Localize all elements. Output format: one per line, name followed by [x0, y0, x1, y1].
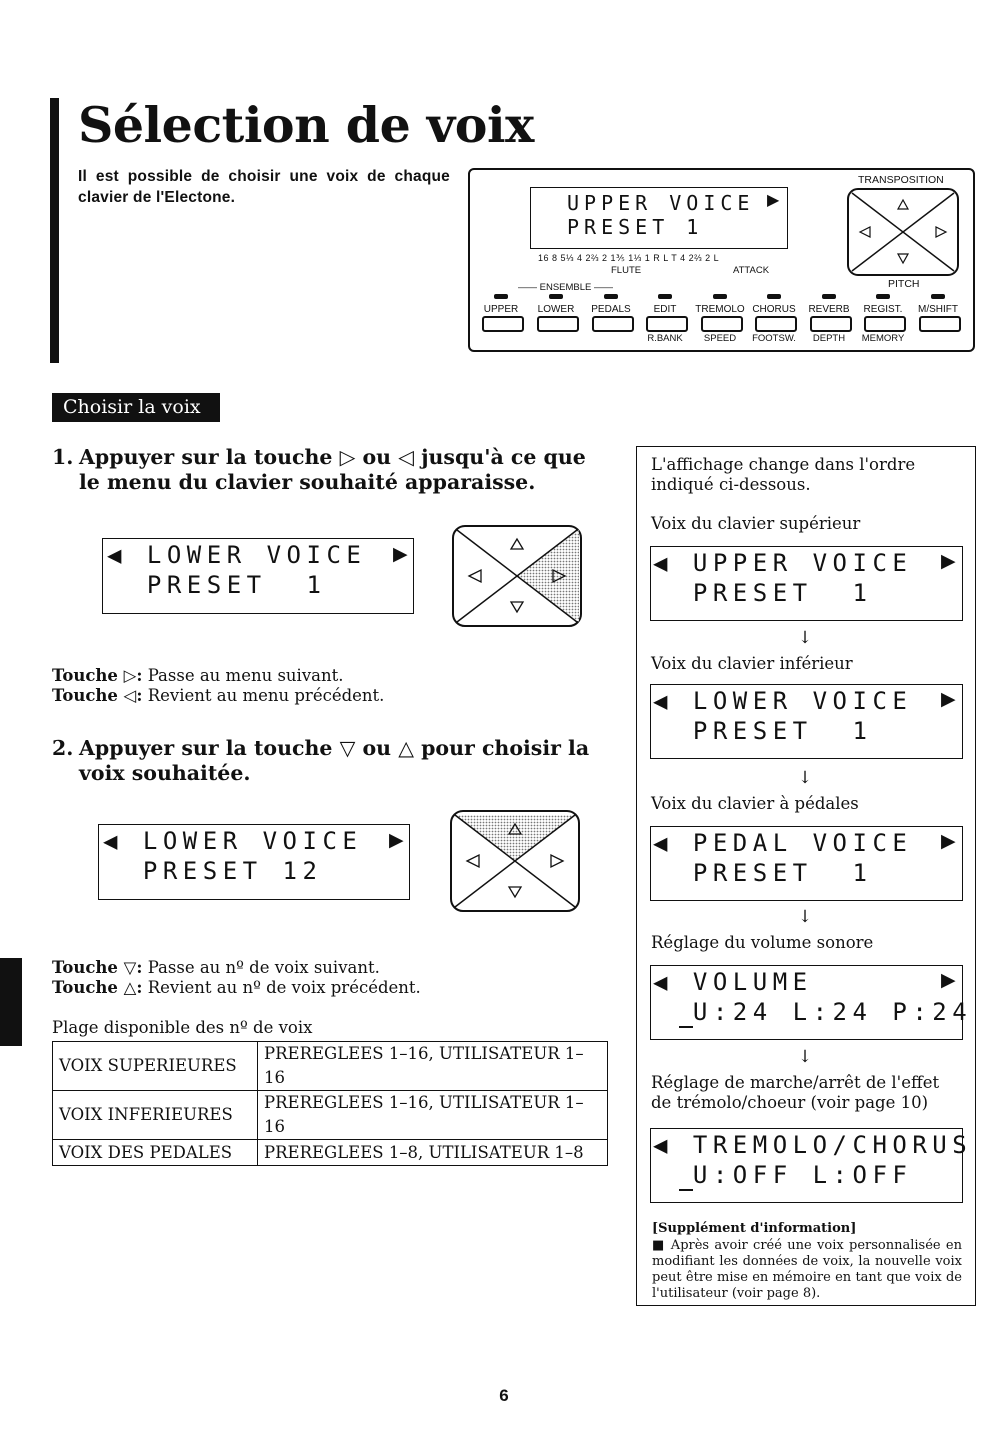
- sidebar-caption-pedal: Voix du clavier à pédales: [651, 794, 859, 813]
- lower-button[interactable]: [537, 316, 579, 332]
- step1-nav-pad[interactable]: [451, 524, 583, 628]
- table-cell: PREREGLEES 1–16, UTILISATEUR 1–16: [258, 1042, 608, 1091]
- step1-note-prev: [52, 686, 384, 706]
- sidebar-intro: L'affichage change dans l'ordre indiqué ci-dessous.: [651, 455, 916, 494]
- title-accent-bar: [50, 98, 59, 363]
- sidebar-lcd-tremolo: [650, 1128, 973, 1203]
- supplement-title: [Supplément d'information]: [652, 1221, 857, 1236]
- step2-note-next-text: Passe au nº de voix suivant.: [142, 958, 380, 977]
- step1-lcd-next-arrow: ▶: [393, 543, 408, 565]
- sidebar-caption-lower: Voix du clavier inférieur: [651, 654, 853, 673]
- sidebar-lcd-next-arrow: ▶: [941, 688, 956, 710]
- chorus-button[interactable]: [755, 316, 797, 332]
- pedals-button-label: PEDALS: [591, 304, 631, 315]
- step2-number: 2.: [52, 736, 74, 760]
- sidebar-lcd-volume: [650, 965, 973, 1040]
- table-cell: VOIX DES PEDALES: [53, 1140, 258, 1166]
- step2-note-next-key: Touche ▽:: [52, 958, 143, 977]
- reverb-led: [822, 294, 836, 299]
- sidebar-lcd-line2: PRESET 1: [653, 859, 873, 887]
- sidebar-lcd-line1: ◀ UPPER VOICE: [653, 549, 913, 577]
- sidebar-lcd-line1: ◀ VOLUME: [653, 968, 813, 996]
- step2-lcd-line1: ◀ LOWER VOICE: [103, 827, 363, 855]
- sidebar-lcd-upper: [650, 546, 963, 621]
- step2-lcd-line2: PRESET 12: [103, 857, 323, 885]
- panel-lcd-line2: PRESET 1: [567, 215, 704, 239]
- sidebar-lcd-line2: PRESET 1: [653, 717, 873, 745]
- panel-lcd-display: [530, 187, 788, 249]
- step1-lcd-line2: PRESET 1: [107, 571, 327, 599]
- reverb-button[interactable]: [810, 316, 852, 332]
- step1-number: 1.: [52, 445, 74, 469]
- memory-label: MEMORY: [861, 333, 905, 344]
- table-cell: PREREGLEES 1–8, UTILISATEUR 1–8: [258, 1140, 608, 1166]
- panel-lcd-line1: UPPER VOICE: [567, 191, 755, 215]
- step2-note-next: [52, 958, 380, 978]
- tremolo-led: [713, 294, 727, 299]
- sidebar-lcd-line2: PRESET 1: [653, 579, 873, 607]
- table-row: [53, 1140, 608, 1166]
- regist-led: [876, 294, 890, 299]
- supplement-text: ■ Après avoir créé une voix personnalisée en modifiant les données de voix, la nouvelle voix peut être mise en mémoire en tant que voix de l'utilisateur (voir page 8).: [652, 1238, 962, 1301]
- step2-heading: [52, 736, 612, 786]
- table-row: [53, 1091, 608, 1140]
- speed-label: SPEED: [703, 333, 737, 344]
- sidebar-lcd-line2: U:OFF L:OFF: [653, 1161, 913, 1189]
- lower-led: [549, 294, 563, 299]
- section-badge: Choisir la voix: [52, 393, 220, 422]
- intro-text: Il est possible de choisir une voix de chaque clavier de l'Electone.: [78, 168, 450, 206]
- step2-note-prev-text: Revient au nº de voix précédent.: [142, 978, 421, 997]
- step2-nav-pad[interactable]: [449, 809, 581, 913]
- sidebar-lcd-next-arrow: ▶: [941, 969, 956, 991]
- cursor-underline: [679, 1026, 693, 1028]
- down-arrow-icon: ↓: [797, 1047, 813, 1067]
- table-cell: VOIX INFERIEURES: [53, 1091, 258, 1140]
- table-cell: VOIX SUPERIEURES: [53, 1042, 258, 1091]
- pedals-button[interactable]: [592, 316, 634, 332]
- step1-heading: [52, 445, 612, 495]
- step1-text: Appuyer sur la touche ▷ ou ◁ jusqu'à ce que le menu du clavier souhaité apparaisse.: [79, 445, 586, 494]
- regist-button[interactable]: [864, 316, 906, 332]
- cursor-underline: [679, 1189, 693, 1191]
- panel-lcd-next-arrow: ▶: [767, 190, 780, 209]
- down-arrow-icon: ↓: [797, 628, 813, 648]
- edit-led: [658, 294, 672, 299]
- upper-button-label: UPPER: [483, 304, 519, 315]
- tremolo-button[interactable]: [701, 316, 743, 332]
- step1-note-prev-key: Touche ◁:: [52, 686, 143, 705]
- table-cell: PREREGLEES 1–16, UTILISATEUR 1–16: [258, 1091, 608, 1140]
- sidebar-caption-volume: Réglage du volume sonore: [651, 933, 874, 952]
- voice-range-table: [52, 1041, 608, 1166]
- edit-button[interactable]: [646, 316, 688, 332]
- regist-button-label: REGIST.: [863, 304, 903, 315]
- sidebar-lcd-next-arrow: ▶: [941, 550, 956, 572]
- sidebar-caption-upper: Voix du clavier supérieur: [651, 514, 861, 533]
- sidebar-lcd-line1: ◀ LOWER VOICE: [653, 687, 913, 715]
- pitch-label: PITCH: [888, 278, 920, 290]
- mshift-led: [931, 294, 945, 299]
- step1-lcd: [102, 538, 414, 614]
- step1-lcd-line1: ◀ LOWER VOICE: [107, 541, 367, 569]
- chorus-button-label: CHORUS: [752, 304, 796, 315]
- reverb-button-label: REVERB: [808, 304, 850, 315]
- mshift-button[interactable]: [919, 316, 961, 332]
- sidebar-lcd-next-arrow: ▶: [941, 830, 956, 852]
- sidebar-caption-tremolo: Réglage de marche/arrêt de l'effet de trémolo/choeur (voir page 10): [651, 1073, 940, 1112]
- lower-button-label: LOWER: [537, 304, 575, 315]
- down-arrow-icon: ↓: [797, 768, 813, 788]
- footage-scale: 16 8 5⅓ 4 2⅔ 2 1⅗ 1⅓ 1 R L T 4 2⅔ 2 L: [538, 253, 720, 263]
- edit-button-label: EDIT: [653, 304, 677, 315]
- table-row: [53, 1042, 608, 1091]
- sidebar-lcd-line2: U:24 L:24 P:24: [653, 998, 973, 1026]
- sidebar-lcd-line1: ◀ PEDAL VOICE: [653, 829, 913, 857]
- mshift-button-label: M/SHIFT: [918, 304, 958, 315]
- sidebar-lcd-lower: [650, 684, 963, 759]
- step1-note-next: [52, 666, 344, 686]
- section-side-tab: [0, 958, 22, 1046]
- down-arrow-icon: ↓: [797, 907, 813, 927]
- pedals-led: [604, 294, 618, 299]
- step2-note-prev-key: Touche △:: [52, 978, 143, 997]
- footsw-label: FOOTSW.: [752, 333, 796, 344]
- step1-note-next-key: Touche ▷:: [52, 666, 143, 685]
- sidebar-lcd-line1: ◀ TREMOLO/CHORUS: [653, 1131, 973, 1159]
- chorus-led: [767, 294, 781, 299]
- step2-lcd: [98, 824, 410, 900]
- step1-note-next-text: Passe au menu suivant.: [142, 666, 344, 685]
- step2-lcd-next-arrow: ▶: [389, 829, 404, 851]
- step2-note-prev: [52, 978, 421, 998]
- upper-button[interactable]: [482, 316, 524, 332]
- page-title: Sélection de voix: [78, 96, 534, 154]
- attack-label: ATTACK: [733, 265, 770, 276]
- rbank-label: R.BANK: [647, 333, 683, 344]
- step2-text: Appuyer sur la touche ▽ ou △ pour choisir la voix souhaitée.: [79, 736, 590, 785]
- ensemble-label: —— ENSEMBLE ——: [518, 282, 614, 293]
- sidebar-lcd-pedal: [650, 826, 963, 901]
- page-number: 6: [499, 1386, 509, 1405]
- range-title: Plage disponible des nº de voix: [52, 1018, 313, 1037]
- upper-led: [494, 294, 508, 299]
- flute-label: FLUTE: [611, 265, 642, 276]
- step1-note-prev-text: Revient au menu précédent.: [142, 686, 385, 705]
- panel-nav-pad[interactable]: [846, 187, 960, 277]
- depth-label: DEPTH: [812, 333, 846, 344]
- tremolo-button-label: TREMOLO: [695, 304, 745, 315]
- transposition-label: TRANSPOSITION: [858, 174, 944, 186]
